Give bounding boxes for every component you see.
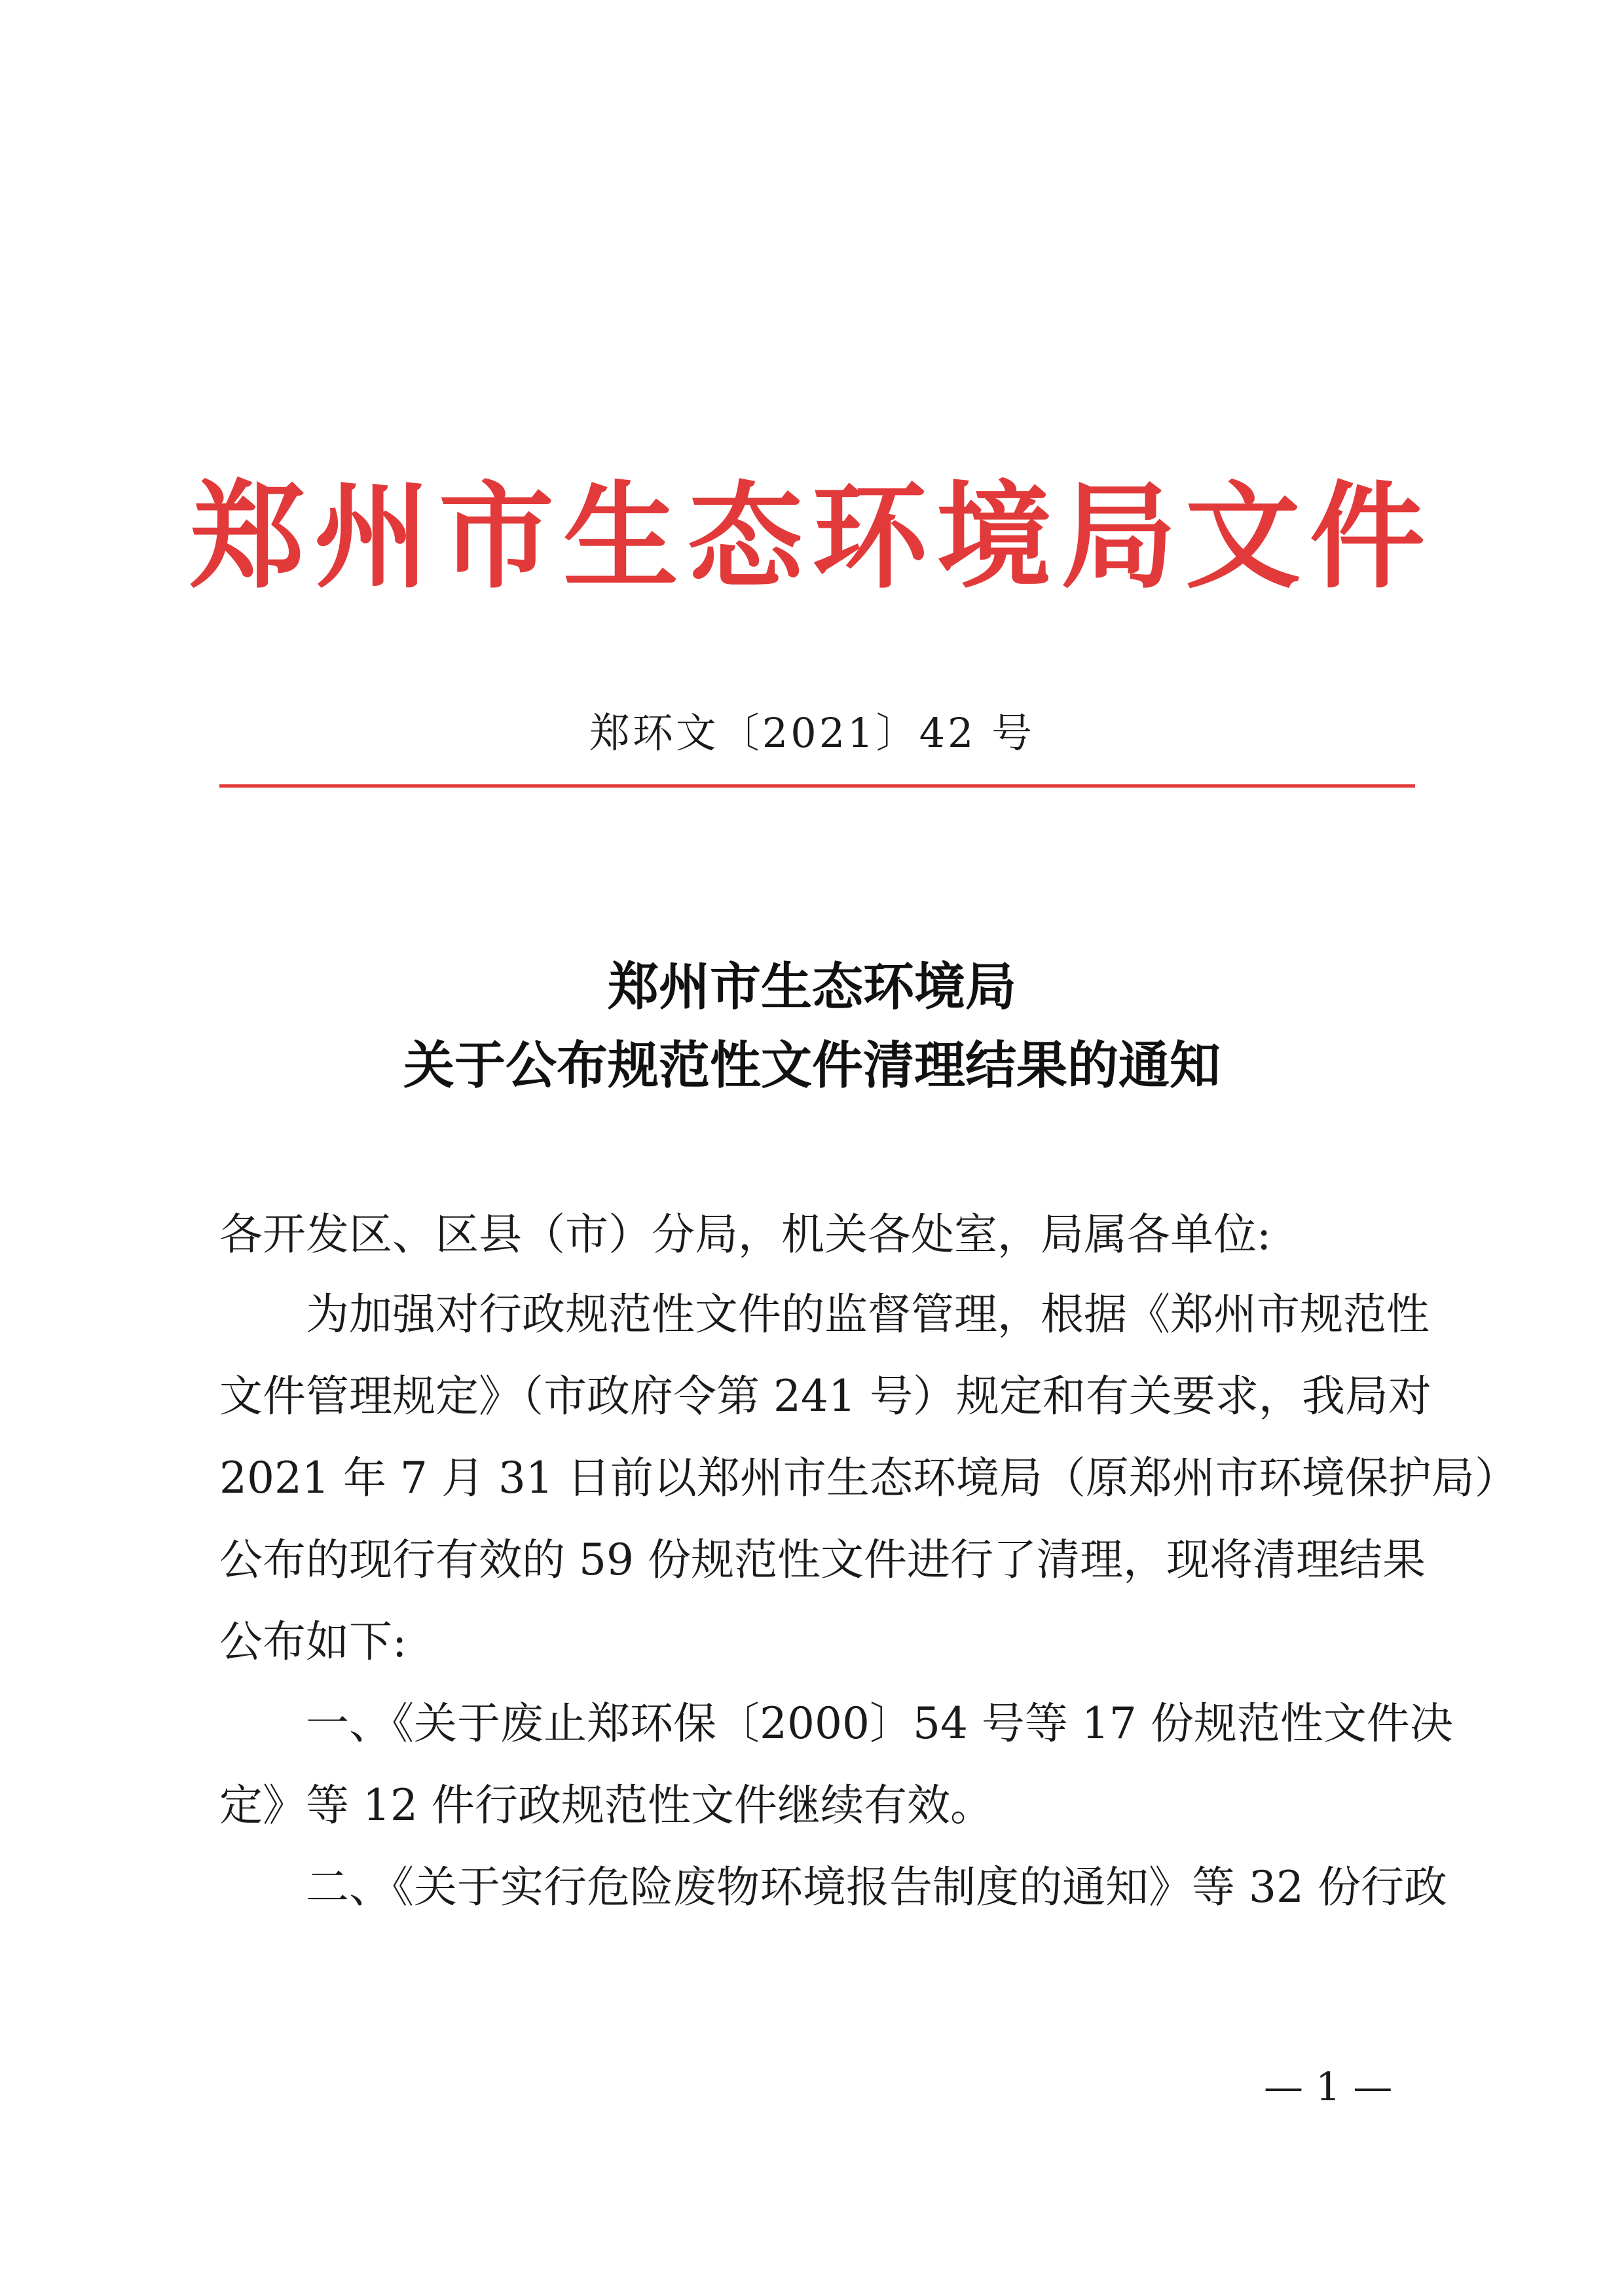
paragraph-2-line-2: 定》等 12 件行政规范性文件继续有效。 (219, 1780, 993, 1831)
masthead-title: 郑州市生态环境局文件 (189, 469, 1434, 604)
paragraph-3-line-1: 二、《关于实行危险废物环境报告制度的通知》等 32 份行政 (306, 1862, 1447, 1912)
paragraph-1-line-3: 2021 年 7 月 31 日前以郑州市生态环境局（原郑州市环境保护局） (219, 1453, 1518, 1503)
paragraph-1-line-1: 为加强对行政规范性文件的监督管理，根据《郑州市规范性 (306, 1289, 1430, 1339)
paragraph-1-line-2: 文件管理规定》（市政府令第 241 号）规定和有关要求，我局对 (219, 1371, 1431, 1421)
paragraph-2-line-1: 一、《关于废止郑环保〔2000〕54 号等 17 份规范性文件决 (306, 1698, 1453, 1749)
red-divider-line (219, 784, 1415, 788)
salutation: 各开发区、区县（市）分局，机关各处室，局属各单位: (219, 1209, 1272, 1260)
notice-title-line-2: 关于公布规范性文件清理结果的通知 (403, 1036, 1221, 1095)
paragraph-1-line-5: 公布如下: (219, 1616, 407, 1667)
notice-title-line-1: 郑州市生态环境局 (607, 957, 1016, 1017)
paragraph-1-line-4: 公布的现行有效的 59 份规范性文件进行了清理，现将清理结果 (219, 1535, 1426, 1585)
page-number: — 1 — (1264, 2064, 1393, 2110)
document-number: 郑环文〔2021〕42 号 (589, 709, 1035, 757)
